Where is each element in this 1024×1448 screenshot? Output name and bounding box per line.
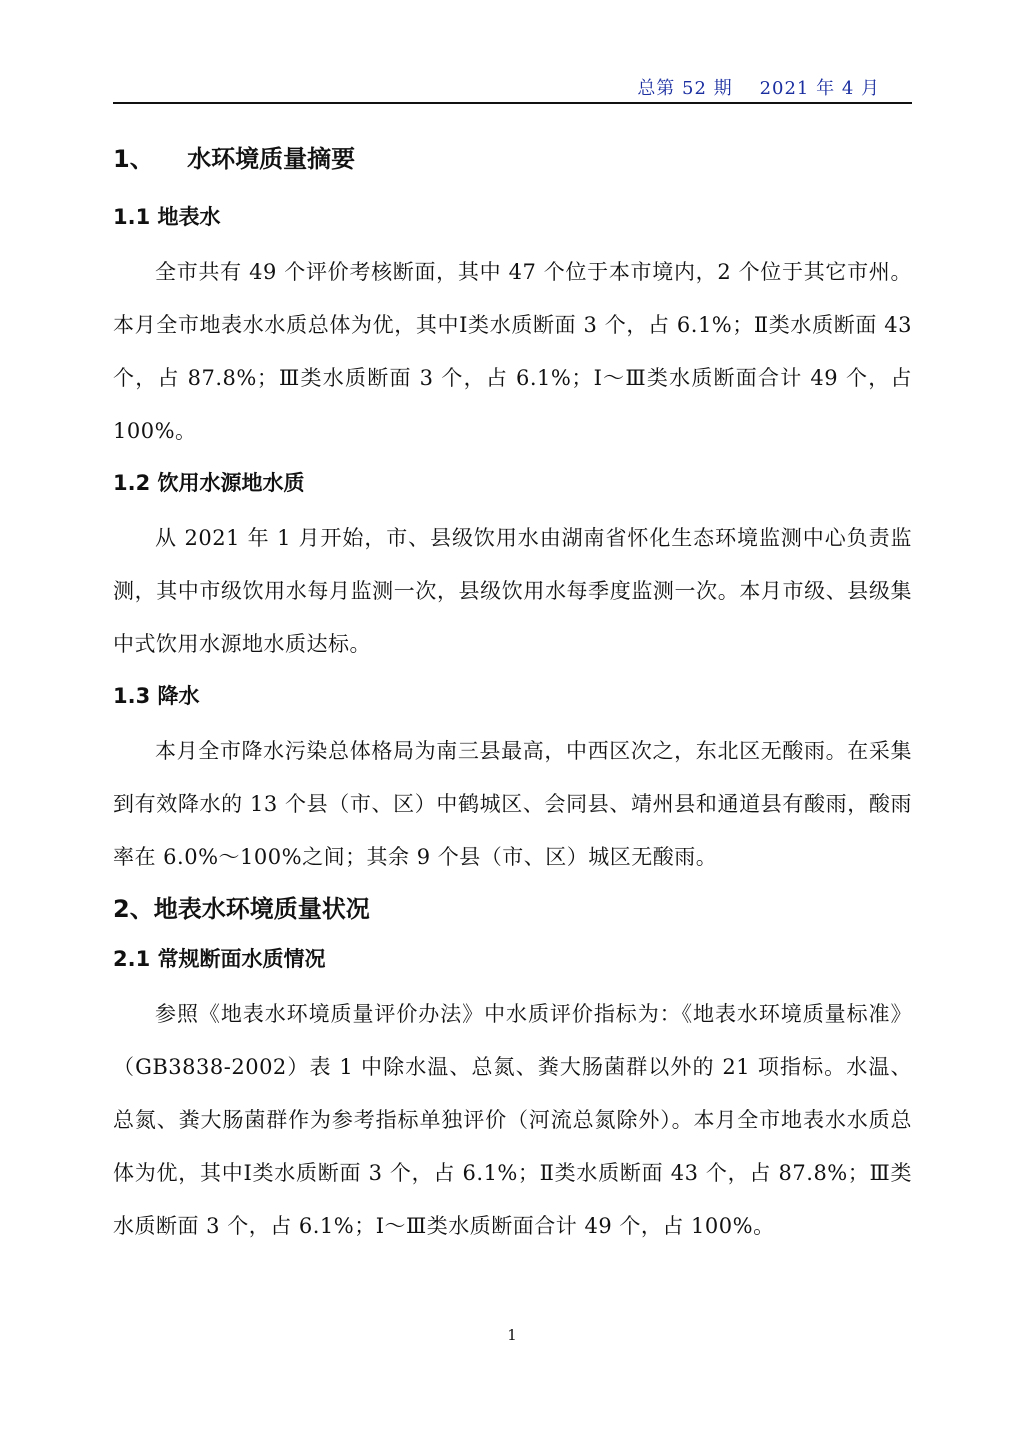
section-1-3-paragraph: 本月全市降水污染总体格局为南三县最高，中西区次之，东北区无酸雨。在采集到有效降水的 13 个县（市、区）中鹤城区、会同县、靖州县和通道县有酸雨，酸雨率在 6.0%～100%之间；其余 9 个县（市、区）城区无酸雨。: [113, 739, 912, 869]
section-1-1-heading: 1.1 地表水: [113, 205, 221, 229]
page-header: [113, 72, 912, 104]
section-1-3-heading: 1.3 降水: [113, 684, 200, 708]
header-date: 2021 年 4 月: [759, 78, 880, 99]
header-issue-date: [637, 74, 880, 100]
section-1-heading: 1、 水环境质量摘要: [113, 145, 356, 173]
page-number: 1: [507, 1326, 517, 1344]
section-2-heading: 2、地表水环境质量状况: [113, 895, 370, 923]
section-1-1-paragraph: 全市共有 49 个评价考核断面，其中 47 个位于本市境内，2 个位于其它市州。本月全市地表水水质总体为优，其中Ⅰ类水质断面 3 个，占 6.1%；Ⅱ类水质断面 43 个，占 87.8%；Ⅲ类水质断面 3 个，占 6.1%；Ⅰ～Ⅲ类水质断面合计 49 个，占 100%。: [113, 260, 912, 443]
section-1-2-paragraph: 从 2021 年 1 月开始，市、县级饮用水由湖南省怀化生态环境监测中心负责监测，其中市级饮用水每月监测一次，县级饮用水每季度监测一次。本月市级、县级集中式饮用水源地水质达标。: [113, 526, 912, 656]
section-2-1-paragraph: 参照《地表水环境质量评价办法》中水质评价指标为：《地表水环境质量标准》（GB3838-2002）表 1 中除水温、总氮、粪大肠菌群以外的 21 项指标。水温、总氮、粪大肠菌群作为参考指标单独评价（河流总氮除外）。本月全市地表水水质总体为优，其中Ⅰ类水质断面 3 个，占 6.1%；Ⅱ类水质断面 43 个，占 87.8%；Ⅲ类水质断面 3 个，占 6.1%；Ⅰ～Ⅲ类水质断面合计 49 个，占 100%。: [113, 1002, 912, 1238]
header-issue: 总第 52 期: [637, 78, 733, 99]
section-1-2-heading: 1.2 饮用水源地水质: [113, 471, 305, 495]
section-2-1-heading: 2.1 常规断面水质情况: [113, 947, 326, 971]
document-body: [113, 138, 912, 1257]
